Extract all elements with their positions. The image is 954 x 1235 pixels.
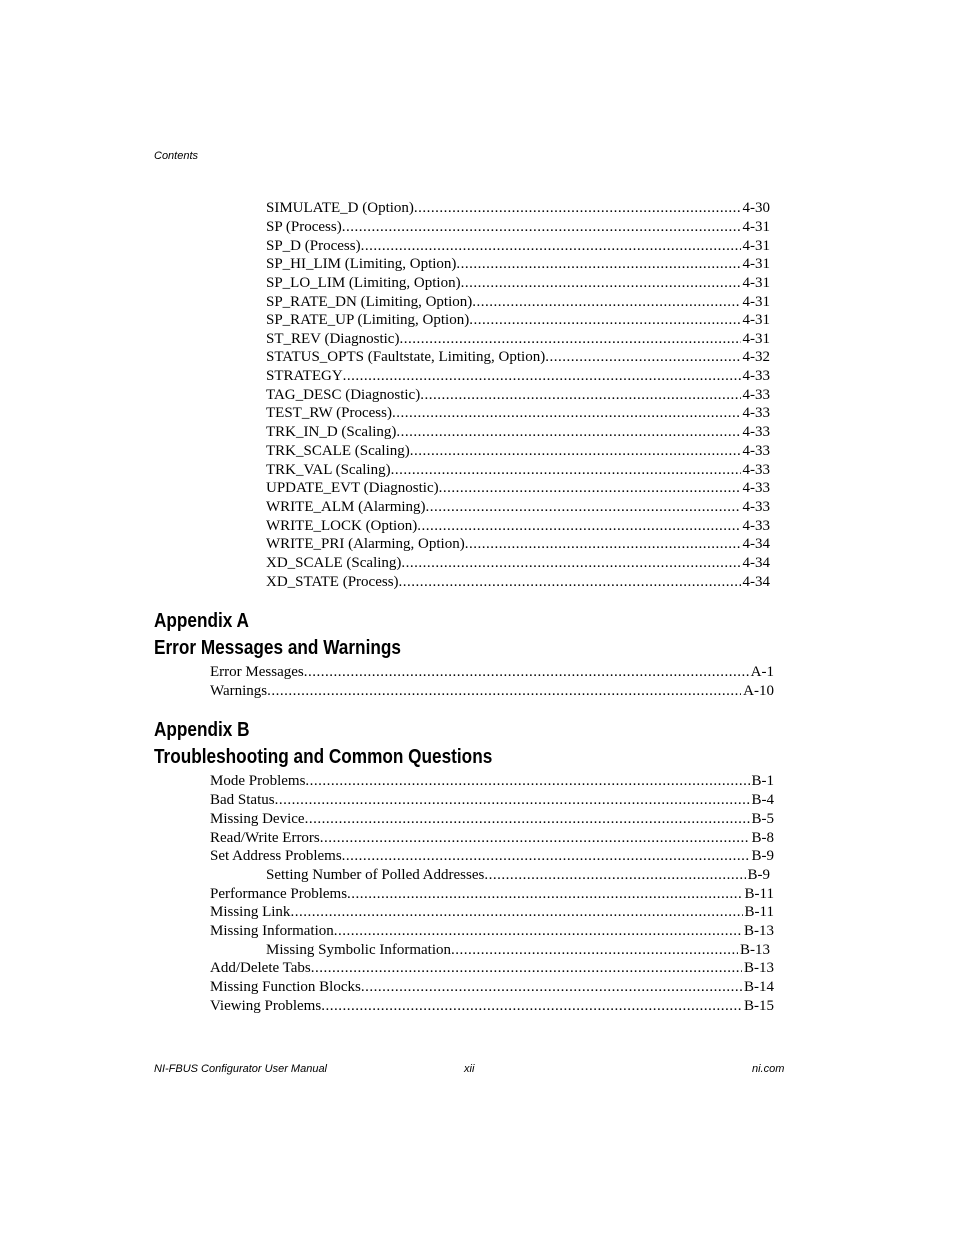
toc-entry[interactable]: [266, 405, 770, 423]
toc-entry[interactable]: [210, 848, 774, 866]
toc-entry-page: 4-32: [742, 349, 770, 365]
toc-entry[interactable]: [266, 574, 770, 592]
toc-entry[interactable]: [266, 480, 770, 498]
leader-dots: [391, 462, 741, 479]
leader-dots: [410, 443, 741, 460]
toc-entry-title: SP_LO_LIM (Limiting, Option): [266, 275, 461, 291]
toc-entry-title: STATUS_OPTS (Faultstate, Limiting, Option): [266, 349, 546, 365]
toc-entry-title: Missing Device: [210, 811, 305, 827]
leader-dots: [399, 331, 740, 348]
toc-entry-title: Mode Problems: [210, 773, 306, 789]
toc-entry-title: TRK_VAL (Scaling): [266, 462, 391, 478]
toc-entry[interactable]: [210, 979, 774, 997]
toc-entry-page: B-9: [751, 848, 774, 864]
toc-entry[interactable]: [210, 886, 774, 904]
toc-entry-page: B-13: [744, 960, 774, 976]
toc-entry-title: Missing Link: [210, 904, 291, 920]
leader-dots: [439, 480, 741, 497]
leader-dots: [426, 499, 741, 516]
toc-entry-page: B-5: [751, 811, 774, 827]
toc-entry[interactable]: [210, 792, 774, 810]
toc-entry[interactable]: [210, 664, 774, 682]
toc-entry-page: 4-31: [742, 219, 770, 235]
leader-dots: [361, 238, 741, 255]
toc-entry[interactable]: [266, 499, 770, 517]
toc-entry-title: ST_REV (Diagnostic): [266, 331, 400, 347]
toc-entry[interactable]: [266, 387, 770, 405]
appendix-b-title: Troubleshooting and Common Questions: [154, 746, 493, 768]
toc-entry[interactable]: [266, 238, 770, 256]
toc-entry[interactable]: [210, 998, 774, 1016]
toc-entry-title: WRITE_PRI (Alarming, Option): [266, 536, 465, 552]
toc-entry[interactable]: [266, 312, 770, 330]
toc-entry[interactable]: [266, 331, 770, 349]
leader-dots: [392, 405, 741, 422]
toc-entry[interactable]: [266, 368, 770, 386]
toc-entry[interactable]: [266, 518, 770, 536]
toc-entry[interactable]: [210, 904, 774, 922]
toc-entry-title: Missing Function Blocks: [210, 979, 361, 995]
toc-entry-page: 4-31: [742, 275, 770, 291]
leader-dots: [396, 424, 740, 441]
leader-dots: [305, 773, 749, 790]
toc-entry-title: Performance Problems: [210, 886, 348, 902]
toc-entry-page: B-9: [747, 867, 770, 883]
toc-entry-title: SP_RATE_UP (Limiting, Option): [266, 312, 470, 328]
toc-entry-title: Setting Number of Polled Addresses: [266, 867, 485, 883]
toc-entry-page: B-8: [751, 830, 774, 846]
toc-entry[interactable]: [266, 256, 770, 274]
toc-entry[interactable]: [210, 773, 774, 791]
leader-dots: [451, 942, 738, 959]
leader-dots: [267, 683, 741, 700]
toc-entry-page: B-15: [744, 998, 774, 1014]
toc-entry[interactable]: [210, 811, 774, 829]
leader-dots: [420, 387, 740, 404]
toc-entry[interactable]: [266, 424, 770, 442]
toc-entry[interactable]: [210, 683, 774, 701]
leader-dots: [361, 979, 742, 996]
leader-dots: [334, 923, 742, 940]
toc-entry-page: 4-31: [742, 331, 770, 347]
toc-entry-page: B-11: [744, 904, 774, 920]
footer-page-number: xii: [464, 1063, 475, 1075]
leader-dots: [275, 792, 750, 809]
toc-subentry[interactable]: [266, 942, 770, 960]
toc-entry-title: Viewing Problems: [210, 998, 322, 1014]
toc-entry-page: 4-33: [742, 499, 770, 515]
toc-entry[interactable]: [266, 275, 770, 293]
toc-entry-title: SIMULATE_D (Option): [266, 200, 414, 216]
toc-entry-title: XD_STATE (Process): [266, 574, 399, 590]
toc-entry-page: 4-31: [742, 294, 770, 310]
toc-entry-title: Missing Symbolic Information: [266, 942, 451, 958]
appendix-a-label: Appendix A: [154, 610, 249, 632]
toc-entry[interactable]: [266, 536, 770, 554]
leader-dots: [399, 574, 741, 591]
toc-entry-page: 4-31: [742, 238, 770, 254]
appendix-a-title: Error Messages and Warnings: [154, 637, 401, 659]
toc-entry-page: 4-33: [742, 480, 770, 496]
leader-dots: [472, 294, 740, 311]
toc-entry-title: UPDATE_EVT (Diagnostic): [266, 480, 439, 496]
toc-entry-title: SP (Process): [266, 219, 342, 235]
toc-entry-title: WRITE_ALM (Alarming): [266, 499, 426, 515]
toc-entry-page: 4-33: [742, 518, 770, 534]
leader-dots: [342, 848, 750, 865]
toc-entry-title: Set Address Problems: [210, 848, 342, 864]
footer-manual-title: NI-FBUS Configurator User Manual: [154, 1063, 328, 1075]
toc-entry-title: Add/Delete Tabs: [210, 960, 311, 976]
toc-entry[interactable]: [266, 555, 770, 573]
toc-entry-page: 4-31: [742, 312, 770, 328]
toc-entry-page: 4-33: [742, 462, 770, 478]
toc-entry-page: 4-33: [742, 424, 770, 440]
toc-entry-title: SP_RATE_DN (Limiting, Option): [266, 294, 473, 310]
toc-entry-title: SP_D (Process): [266, 238, 361, 254]
toc-entry[interactable]: [266, 462, 770, 480]
leader-dots: [304, 664, 749, 681]
leader-dots: [461, 275, 741, 292]
leader-dots: [320, 830, 750, 847]
leader-dots: [417, 518, 740, 535]
toc-entry[interactable]: [266, 200, 770, 218]
leader-dots: [414, 200, 741, 217]
toc-entry-page: 4-33: [742, 443, 770, 459]
leader-dots: [343, 368, 741, 385]
leader-dots: [342, 219, 741, 236]
leader-dots: [469, 312, 740, 329]
toc-entry-page: 4-33: [742, 405, 770, 421]
toc-entry-page: 4-31: [742, 256, 770, 272]
leader-dots: [321, 998, 742, 1015]
toc-entry-title: WRITE_LOCK (Option): [266, 518, 418, 534]
toc-entry-page: A-1: [750, 664, 774, 680]
toc-entry-title: Error Messages: [210, 664, 304, 680]
toc-entry-title: STRATEGY: [266, 368, 343, 384]
running-header: Contents: [154, 150, 199, 162]
toc-entry-title: Missing Information: [210, 923, 334, 939]
toc-subentry[interactable]: [266, 867, 770, 885]
toc-entry-page: 4-30: [742, 200, 770, 216]
toc-entry-page: B-14: [744, 979, 774, 995]
toc-entry-page: B-11: [744, 886, 774, 902]
toc-entry-page: 4-34: [742, 555, 770, 571]
toc-entry-page: A-10: [743, 683, 774, 699]
toc-entry[interactable]: [266, 294, 770, 312]
toc-entry-title: Bad Status: [210, 792, 275, 808]
toc-entry[interactable]: [266, 219, 770, 237]
footer-site: ni.com: [752, 1063, 785, 1075]
toc-entry-title: Warnings: [210, 683, 268, 699]
toc-entry[interactable]: [210, 923, 774, 941]
toc-entry-title: TEST_RW (Process): [266, 405, 392, 421]
toc-entry[interactable]: [210, 960, 774, 978]
toc-entry-title: TRK_SCALE (Scaling): [266, 443, 410, 459]
leader-dots: [545, 349, 740, 366]
leader-dots: [305, 811, 750, 828]
leader-dots: [311, 960, 742, 977]
toc-entry[interactable]: [210, 830, 774, 848]
appendix-b-label: Appendix B: [154, 719, 250, 741]
toc-entry[interactable]: [266, 349, 770, 367]
toc-entry-title: TRK_IN_D (Scaling): [266, 424, 397, 440]
leader-dots: [347, 886, 743, 903]
toc-entry-title: Read/Write Errors: [210, 830, 320, 846]
toc-entry-title: SP_HI_LIM (Limiting, Option): [266, 256, 457, 272]
toc-entry[interactable]: [266, 443, 770, 461]
leader-dots: [465, 536, 741, 553]
leader-dots: [484, 867, 745, 884]
toc-entry-page: 4-33: [742, 368, 770, 384]
toc-entry-page: 4-34: [742, 536, 770, 552]
toc-entry-page: 4-34: [742, 574, 770, 590]
leader-dots: [290, 904, 742, 921]
toc-entry-title: TAG_DESC (Diagnostic): [266, 387, 421, 403]
toc-entry-page: B-13: [740, 942, 770, 958]
toc-entry-page: B-13: [744, 923, 774, 939]
toc-entry-page: B-1: [751, 773, 774, 789]
toc-entry-page: 4-33: [742, 387, 770, 403]
leader-dots: [401, 555, 740, 572]
toc-entry-title: XD_SCALE (Scaling): [266, 555, 402, 571]
leader-dots: [456, 256, 740, 273]
toc-entry-page: B-4: [751, 792, 774, 808]
